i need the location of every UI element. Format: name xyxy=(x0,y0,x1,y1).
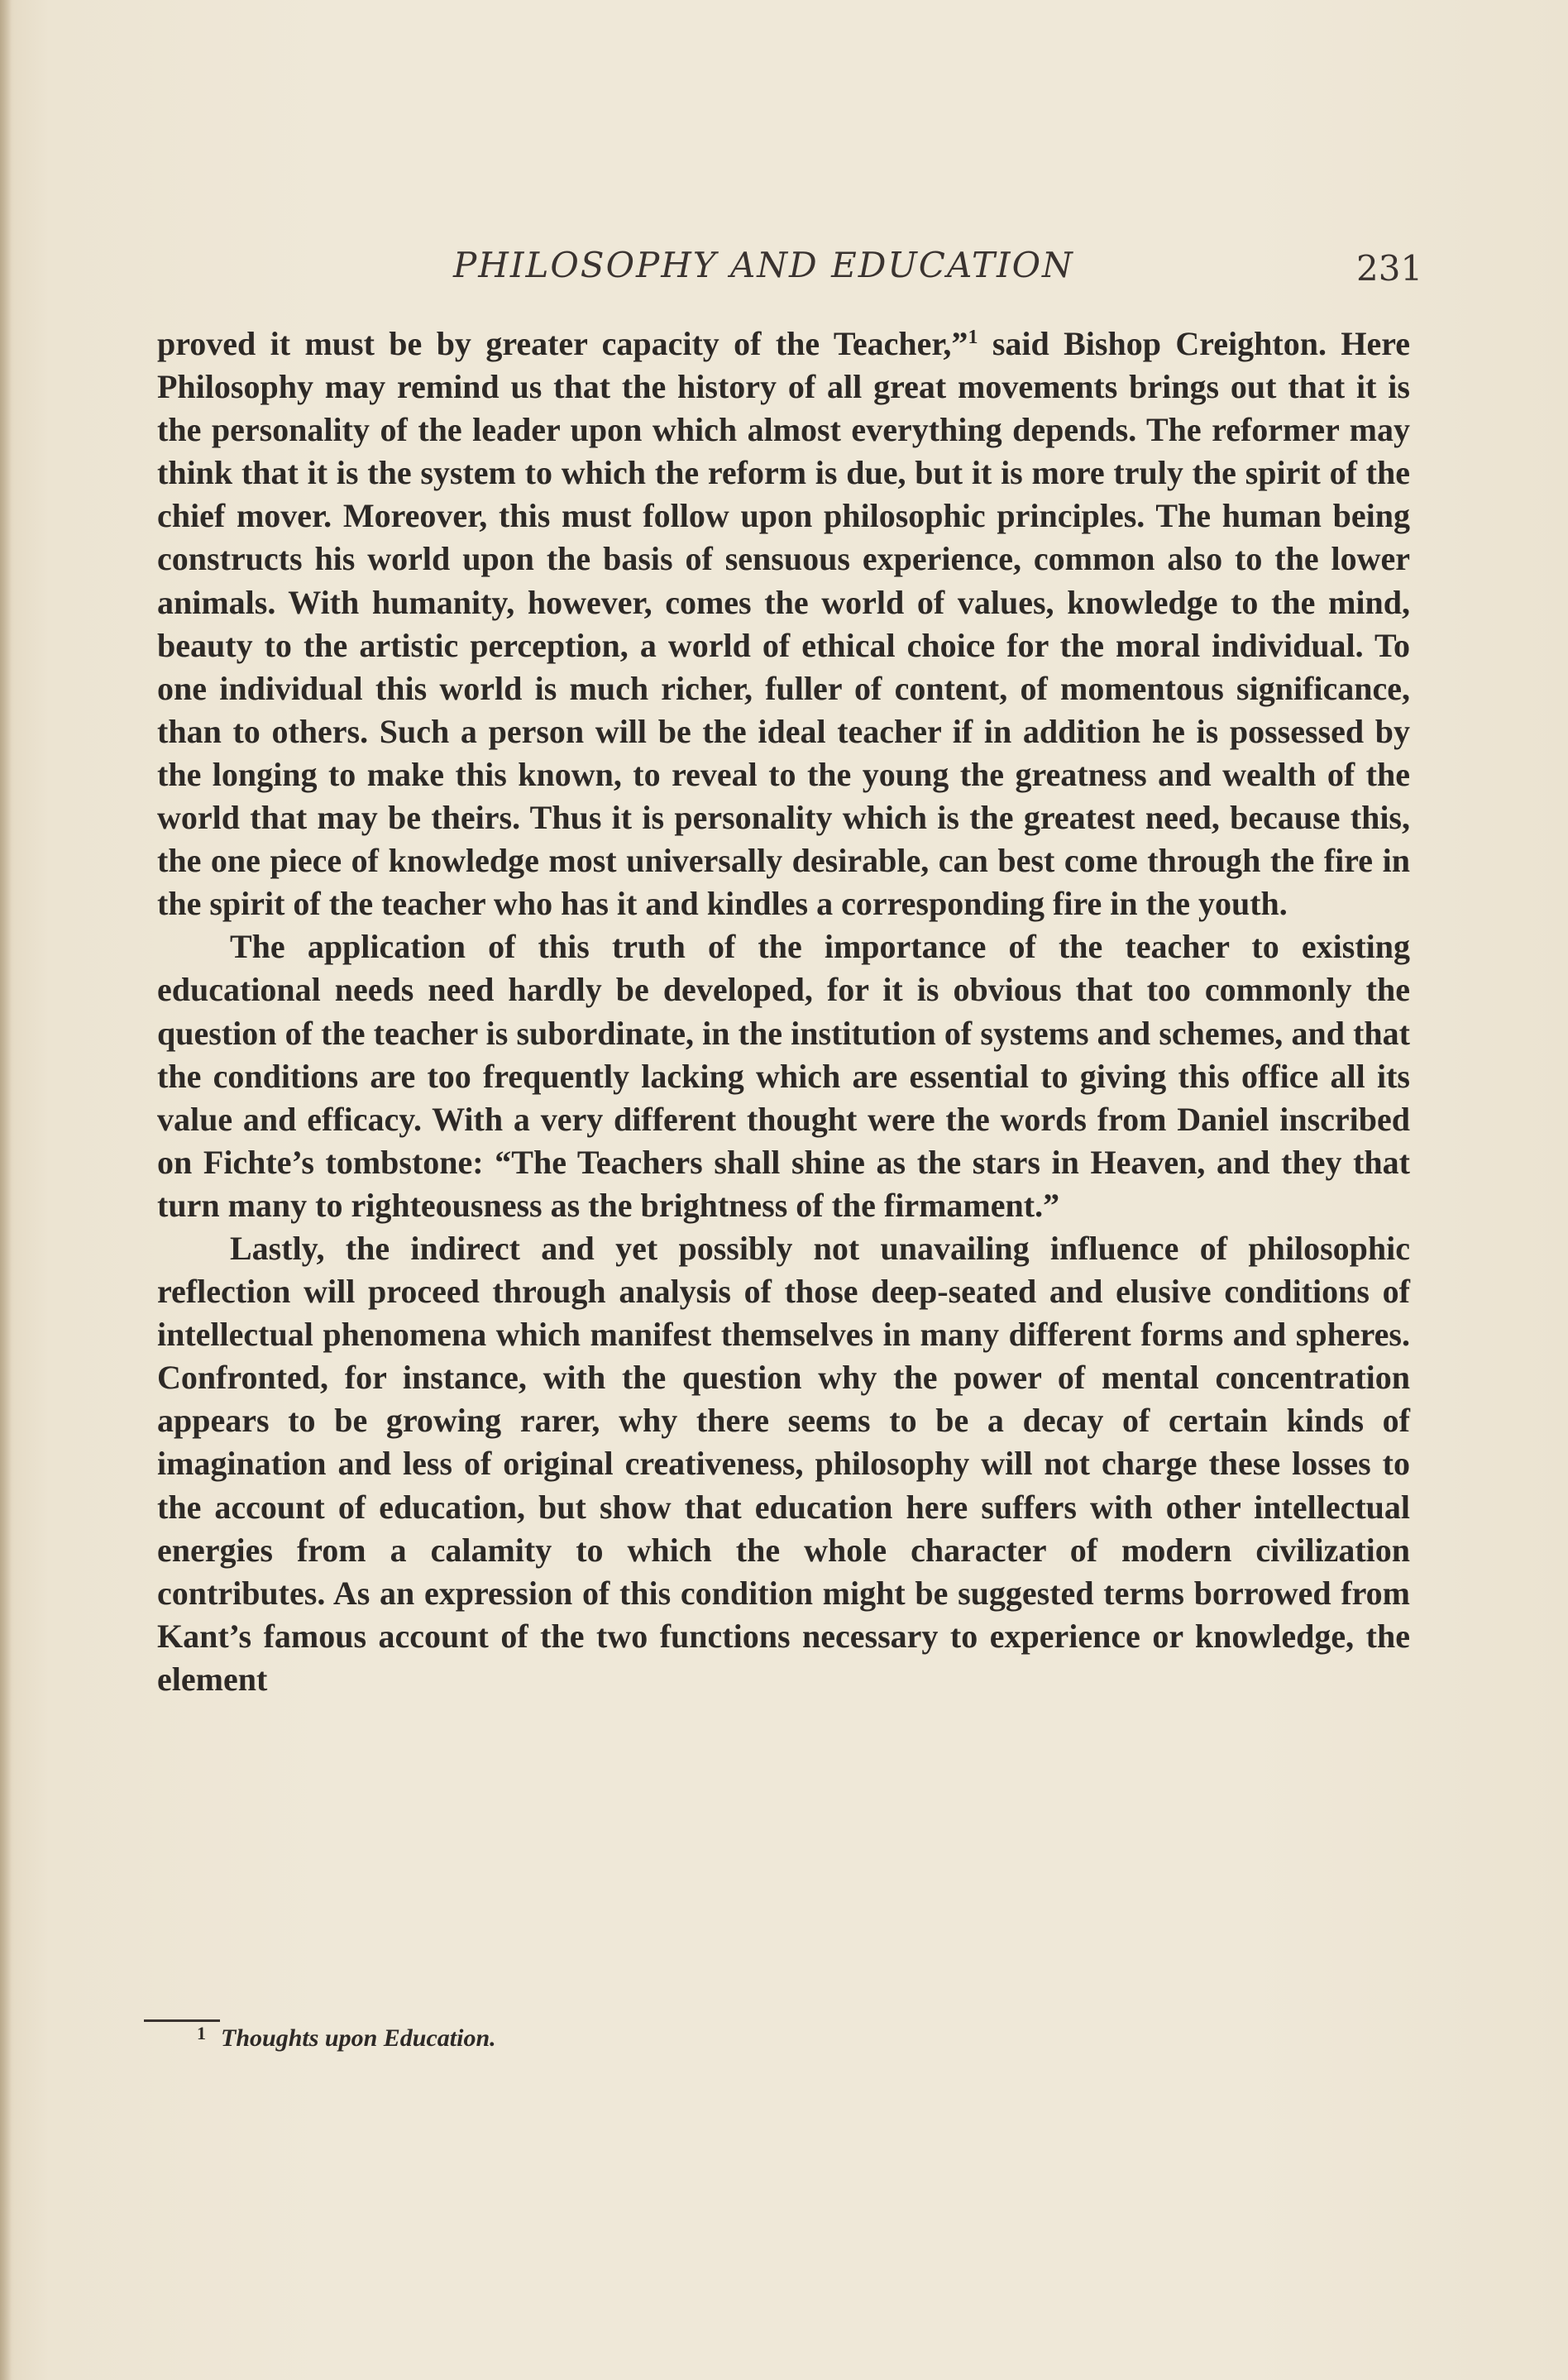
paragraph xyxy=(157,1227,1410,1701)
body-text xyxy=(157,323,1410,1701)
paragraph xyxy=(157,925,1410,1227)
footnote-reference: 1 xyxy=(968,327,978,348)
paragraph-text: Lastly, the indirect and yet possibly not unavailing influence of philosophic reflection will proceed through analysis of those deep-seated and elusive conditions of intellectual phenomena which manifest themselves in many different forms and spheres. Confronted, for instance, with the question why the power of mental concentration appears to be growing rarer, why there seems to be a decay of certain kinds of imagination and less of original creativeness, philosophy will not charge these losses to the account of education, but show that education here suffers with other intellectual energies from a calamity to which the whole character of modern civilization contributes. As an expression of this condition might be suggested terms borrowed from Kant’s famous account of the two functions necessary to experience or knowledge, the element xyxy=(157,1229,1410,1698)
footnote-rule xyxy=(144,2019,220,2022)
footnote xyxy=(197,2023,496,2053)
spine-shadow xyxy=(0,0,12,2380)
page-number: 231 xyxy=(1356,248,1423,289)
paragraph-text: proved it must be by greater capacity of the Teacher,” xyxy=(157,325,968,362)
footnote-text: Thoughts upon Education. xyxy=(221,2024,496,2052)
paragraph-text: said Bishop Creighton. Here Philosophy may remind us that the history of all great movements brings out that it is the personality of the leader upon which almost everything depends. The reformer may think that it is the system to which the reform is due, but it is more truly the spirit of the chief mover. Moreover, this must follow upon philosophic principles. The human being constructs his world upon the basis of sensuous experience, common also to the lower animals. With humanity, however, comes the world of values, knowledge to the mind, beauty to the artistic perception, a world of ethical choice for the moral individual. To one individual this world is much richer, fuller of content, of momentous significance, than to others. Such a person will be the ideal teacher if in addition he is possessed by the longing to make this known, to reveal to the young the greatness and wealth of the world that may be theirs. Thus it is personality which is the greatest need, because this, the one piece of knowledge most universally desirable, can best come through the fire in the spirit of the teacher who has it and kindles a corresponding fire in the youth. xyxy=(157,325,1410,923)
footnote-mark: 1 xyxy=(197,2023,206,2043)
paragraph xyxy=(157,323,1410,925)
running-head: PHILOSOPHY AND EDUCATION xyxy=(453,245,1074,285)
paragraph-text: The application of this truth of the importance of the teacher to existing educational needs need hardly be developed, for it is obvious that too commonly the question of the teacher is subordinate, in the institution of systems and schemes, and that the conditions are too frequently lacking which are essential to giving this office all its value and efficacy. With a very different thought were the words from Daniel inscribed on Fichte’s tombstone: “The Teachers shall shine as the stars in Heaven, and they that turn many to righteousness as the brightness of the firmament.” xyxy=(157,928,1410,1224)
